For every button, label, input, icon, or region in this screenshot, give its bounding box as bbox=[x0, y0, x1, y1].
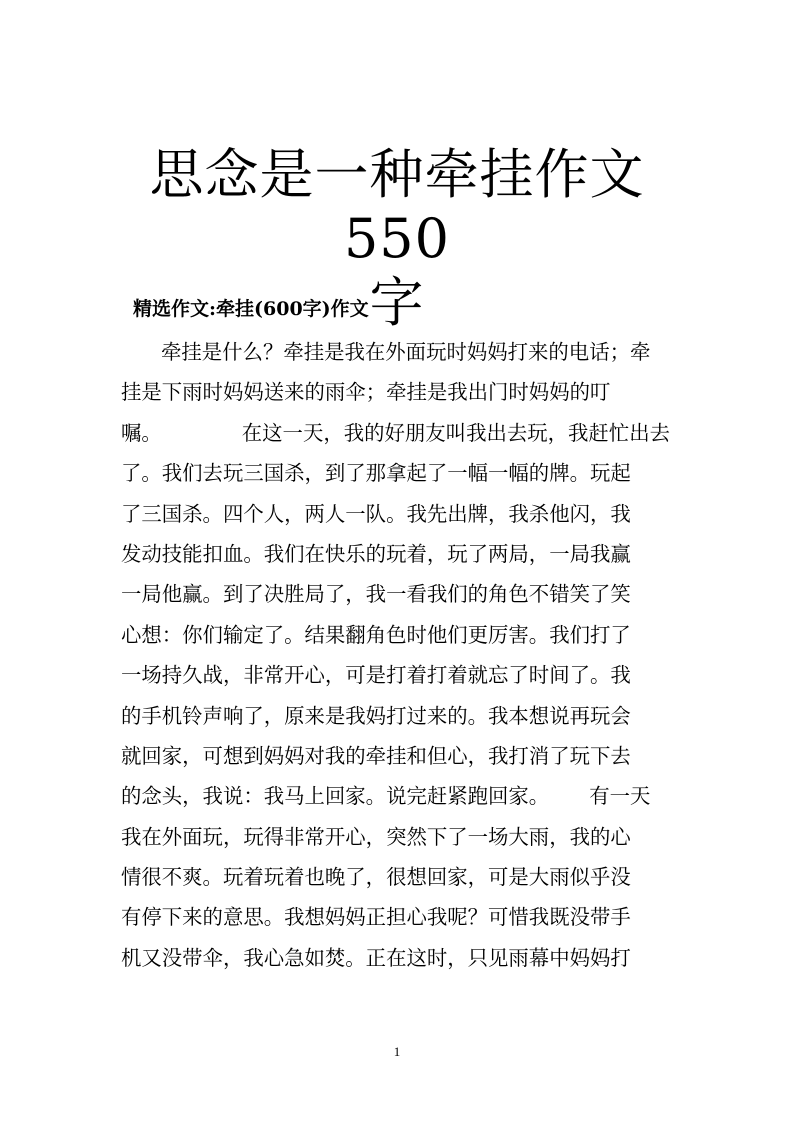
body-line: 了三国杀。四个人，两人一队。我先出牌，我杀他闪，我 bbox=[121, 501, 631, 526]
body-line bbox=[121, 776, 677, 816]
body-line: 有停下来的意思。我想妈妈正担心我呢？可惜我既没带手 bbox=[121, 905, 631, 930]
body-line: 情很不爽。玩着玩着也晚了，很想回家，可是大雨似乎没 bbox=[121, 865, 631, 890]
essay-body bbox=[121, 332, 677, 978]
body-line: 挂是下雨时妈妈送来的雨伞；牵挂是我出门时妈妈的叮 bbox=[121, 380, 611, 405]
body-line: 牵挂是什么？牵挂是我在外面玩时妈妈打来的电话；牵 bbox=[161, 340, 651, 364]
body-line bbox=[121, 413, 677, 453]
subtitle: 精选作文:牵挂(600字)作文 bbox=[133, 298, 369, 320]
body-line-segment: 嘱。 bbox=[121, 420, 162, 445]
body-line: 我在外面玩，玩得非常开心，突然下了一场大雨，我的心 bbox=[121, 824, 631, 849]
body-line: 就回家，可想到妈妈对我的牵挂和但心，我打消了玩下去 bbox=[121, 743, 631, 768]
body-line: 一场持久战，非常开心，可是打着打着就忘了时间了。我 bbox=[121, 663, 631, 688]
title-line-2: 字 bbox=[369, 271, 425, 334]
body-line-segment: 有一天 bbox=[589, 784, 651, 809]
body-line: 心想：你们输定了。结果翻角色时他们更厉害。我们打了 bbox=[121, 622, 631, 647]
body-line: 的手机铃声响了，原来是我妈打过来的。我本想说再玩会 bbox=[121, 703, 631, 728]
body-line: 机又没带伞，我心急如焚。正在这时，只见雨幕中妈妈打 bbox=[121, 945, 631, 970]
body-line: 发动技能扣血。我们在快乐的玩着，玩了两局，一局我赢 bbox=[121, 541, 631, 566]
body-line-segment: 的念头，我说：我马上回家。说完赶紧跑回家。 bbox=[121, 784, 550, 809]
body-line: 一局他赢。到了决胜局了，我一看我们的角色不错笑了笑 bbox=[121, 582, 631, 607]
title-line-1: 思念是一种牵挂作文550 bbox=[149, 143, 645, 270]
page-number: 1 bbox=[393, 1044, 401, 1059]
body-line: 了。我们去玩三国杀，到了那拿起了一幅一幅的牌。玩起 bbox=[121, 461, 631, 486]
body-line-segment: 在这一天，我的好朋友叫我出去玩，我赶忙出去 bbox=[241, 420, 670, 445]
